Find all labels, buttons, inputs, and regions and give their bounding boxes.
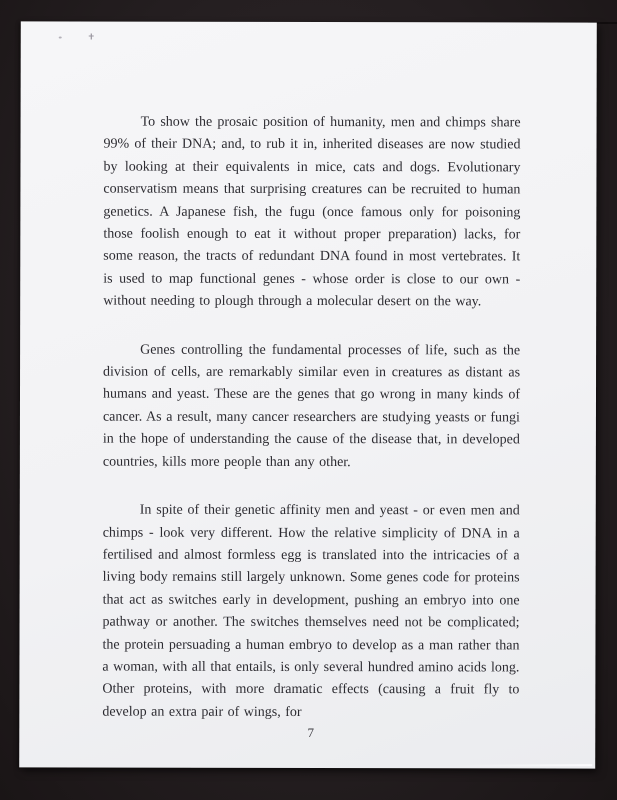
page-corner-curl <box>452 764 592 767</box>
scanned-page <box>19 21 597 768</box>
paper-speck-cross <box>91 34 92 40</box>
paper-speck-dot <box>59 36 62 38</box>
paragraph-1: To show the prosaic position of humanity, men and chimps share 99% of their DNA; and, to rub it in, inherited diseases are now studied by looking at their equivalents in mice, cats and dogs. Evolutionary conservatism means that surprising creatures can be recruited to human genetics. A Japanese fish, the fugu (once famous only for poisoning those foolish enough to eat it without proper preparation) lacks, for some reason, the tracts of redundant DNA found in most vertebrates. It is used to map functional genes - whose order is close to our own - without needing to plough through a molecular desert on the way. <box>103 114 521 310</box>
page-text <box>102 112 520 751</box>
paragraph-2: Genes controlling the fundamental processes of life, such as the division of cells, are remarkably similar even in creatures as distant as humans and yeast. These are the genes that go wrong in many kinds of cancer. As a result, many cancer researchers are studying yeasts or fungi in the hope of understanding the cause of the disease that, in developed countries, kills more people than any other. <box>102 342 521 470</box>
page-number: 7 <box>307 724 315 741</box>
paragraph-3: In spite of their genetic affinity men and yeast - or even men and chimps - look very different. How the relative simplicity of DNA in a fertilised and almost formless egg is translated into the intricacies of a living body remains still largely unknown. Some genes code for proteins that act as switches early in development, pushing an embryo into one pathway or another. The switches themselves need not be complicated; the protein persuading a human embryo to develop as a man rather than a woman, with all that entails, is only several hundred amino acids long. Other proteins, with more dramatic effects (causing a fruit fly to develop an extra pair of wings, for <box>102 502 520 720</box>
